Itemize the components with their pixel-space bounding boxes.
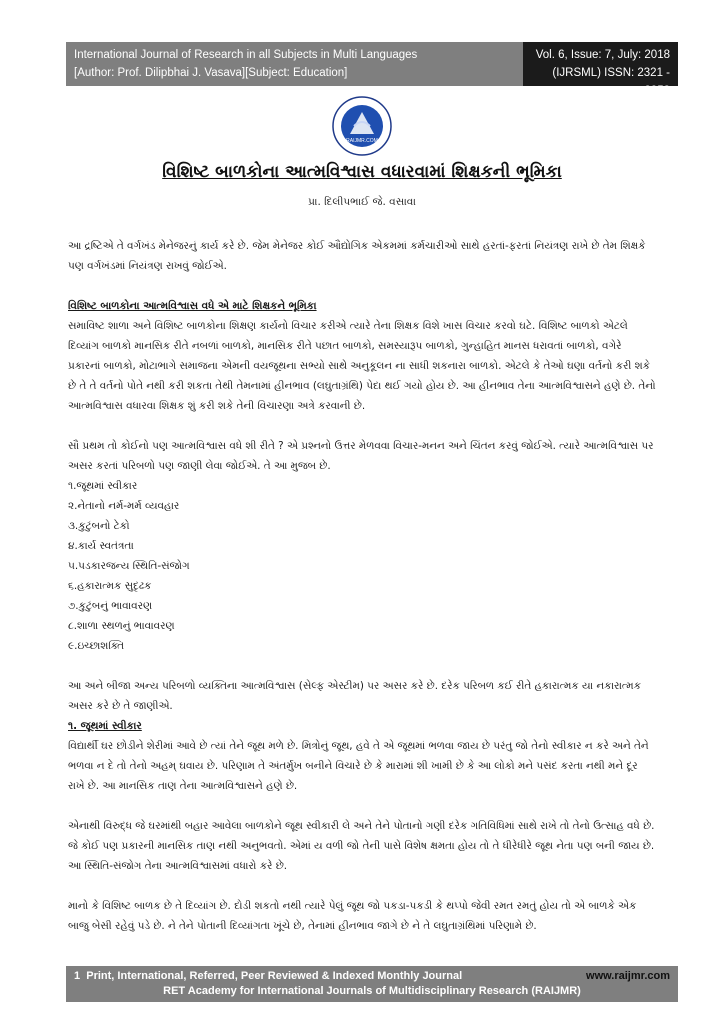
- volume-info: Vol. 6, Issue: 7, July: 2018: [535, 49, 670, 61]
- list-item: ૯.ઇચ્છાશક્તિ: [68, 640, 125, 652]
- paragraph: માનો કે વિશિષ્ટ બાળક છે તે દિવ્યાંગ છે. દોડી શકતો નથી ત્યારે પેલું જૂથ જો પકડા-પકડી કે થપ્પો જેવી રમત રમતું હોય તો એ બાળકે એક બાજુ બેસી રહેવું પડે છે. ને તેને પોતાની દિવ્યાંગતા ખૂંચે છે, તેનામાં હીનભાવ જાગે છે ને તે લઘુતાગ્રંથિમાં પરિણામે છે.: [68, 900, 637, 932]
- header-right-panel: [523, 42, 678, 97]
- article-body: [68, 236, 656, 936]
- journal-header: [66, 42, 678, 97]
- page-number: 1: [74, 970, 81, 982]
- website-link[interactable]: www.raijmr.com: [586, 970, 670, 982]
- author-subject: [Author: Prof. Dilipbhai J. Vasava][Subject: Education]: [74, 67, 348, 79]
- raijmr-logo: [332, 96, 392, 156]
- paragraph: આ દ્રષ્ટિએ તે વર્ગખંડ મેનેજરનું કાર્ય કરે છે. જેમ મેનેજર કોઈ ઔદ્યોગિક એકમમાં કર્મચારીઓ સાથે હરતાં-ફરતાં નિયંત્રણ રાખે છે તેમ શિક્ષકે પણ વર્ગખંડમાં નિયંત્રણ રાખવું જોઈએ.: [68, 240, 646, 272]
- list-item: ૭.કુટુંબનું ભાવાવરણ: [68, 600, 153, 612]
- section-heading: ૧. જૂથમાં સ્વીકાર: [68, 720, 142, 732]
- paragraph: સૌ પ્રથમ તો કોઈનો પણ આત્મવિશ્વાસ વધે શી રીતે ? એ પ્રશ્નનો ઉત્તર મેળવવા વિચાર-મનન અને ચિંતન કરવું જોઈએ. ત્યારે આત્મવિશ્વાસ પર અસર કરતાં પરિબળો પણ જાણી લેવા જોઈએ. તે આ મુજબ છે.: [68, 440, 654, 472]
- factor-list: [68, 476, 656, 656]
- footer-line2: RET Academy for International Journals of Multidisciplinary Research (RAIJMR): [163, 985, 581, 997]
- issn-info: (IJRSML) ISSN: 2321 - 2853: [552, 67, 670, 97]
- logo-text: RAIJMR.COM: [346, 138, 378, 144]
- journal-footer: [66, 966, 678, 1002]
- article-author: પ્રા. દિલીપભાઈ જે. વસાવા: [308, 196, 416, 208]
- list-item: ૪.કાર્ય સ્વતંત્રતા: [68, 540, 134, 552]
- header-left-panel: [66, 42, 523, 86]
- list-item: ૫.પડકારજન્ય સ્થિતિ-સંજોગ: [68, 560, 190, 572]
- section-heading: વિશિષ્ટ બાળકોના આત્મવિશ્વાસ વધે એ માટે શિક્ષકને ભૂમિકા: [68, 300, 317, 312]
- paragraph: એનાથી વિરુદ્ધ જે ઘરમાંથી બહાર આવેલા બાળકોને જૂથ સ્વીકારી લે અને તેને પોતાનો ગણી દરેક ગતિવિધિમાં સાથે રાખે તો તેનો ઉત્સાહ વધે છે. જે કોઈ પણ પ્રકારની માનસિક તાણ નથી અનુભવતો. એમાં ય વળી જો તેની પાસે વિશેષ ક્ષમતા હોય તો તે ધીરેધીરે જૂથ નેતા પણ બની જાય છે. આ સ્થિતિ-સંજોગ તેના આત્મવિશ્વાસમાં વધારો કરે છે.: [68, 820, 655, 872]
- footer-line1: Print, International, Referred, Peer Reviewed & Indexed Monthly Journal: [86, 970, 463, 982]
- list-item: ૨.નેતાનો નર્મ-મર્મ વ્યવહાર: [68, 500, 180, 512]
- journal-name: International Journal of Research in all Subjects in Multi Languages: [74, 49, 418, 61]
- list-item: ૬.હકારાત્મક સુદૃઢક: [68, 580, 152, 592]
- list-item: ૩.કુટુંબનો ટેકો: [68, 520, 130, 532]
- list-item: ૧.જૂથમાં સ્વીકાર: [68, 480, 138, 492]
- paragraph: આ અને બીજા અન્ય પરિબળો વ્યક્તિના આત્મવિશ્વાસ (સેલ્ફ એસ્ટીમ) પર અસર કરે છે. દરેક પરિબળ કઈ રીતે હકારાત્મક યા નકારાત્મક અસર કરે છે તે જાણીએ.: [68, 680, 641, 712]
- article-title: વિશિષ્ટ બાળકોના આત્મવિશ્વાસ વધારવામાં શિક્ષકની ભૂમિકા: [162, 162, 562, 182]
- paragraph: સમાવિષ્ટ શાળા અને વિશિષ્ટ બાળકોના શિક્ષણ કાર્યનો વિચાર કરીએ ત્યારે તેના શિક્ષક વિશે ખાસ વિચાર કરવો ઘટે. વિશિષ્ટ બાળકો એટલે દિવ્યાંગ બાળકો માનસિક રીતે નબળાં બાળકો, માનસિક રીતે પછાત બાળકો, સમસ્યારૂપ બાળકો, ગુન્હાહિત માનસ ધરાવતાં બાળકો, વગેરે પ્રકારનાં બાળકો, મોટાભાગે સમાજના એમની વયજૂથના સભ્યો સાથે અનુકૂલન ના સાધી શકનારા બાળકો. એટલે કે તેઓ ઘણા વર્તનો કરી શકે છે તે તે વર્તનો પોતે નથી કરી શકતા તેથી તેમનામાં હીનભાવ (લઘુતાગ્રંથિ) પેદા થઈ ગયો હોય છે. આ હીનભાવ તેના આત્મવિશ્વાસને હણે છે. તેનો આત્મવિશ્વાસ વધારવા શિક્ષક શું કરી શકે તેની વિચારણા અત્રે કરવાની છે.: [68, 320, 656, 412]
- list-item: ૮.શાળા સ્થળનું ભાવાવરણ: [68, 620, 175, 632]
- paragraph: વિદ્યાર્થી ઘર છોડીને શેરીમાં આવે છે ત્યાં તેને જૂથ મળે છે. મિત્રોનું જૂથ, હવે તે એ જૂથમાં ભળવા જાય છે પરંતુ જો તેનો સ્વીકાર ન કરે અને તેને ભળવા ન દે તો તેનો અહમ્ ઘવાય છે. પરિણામ તે અંતર્મુખ બનીને વિચારે છે કે મારામાં શી ખામી છે કે આ લોકો મને પસંદ કરતા નથી મને દૂર રાખે છે. આ માનસિક તાણ તેના આત્મવિશ્વાસને હણે છે.: [68, 740, 649, 792]
